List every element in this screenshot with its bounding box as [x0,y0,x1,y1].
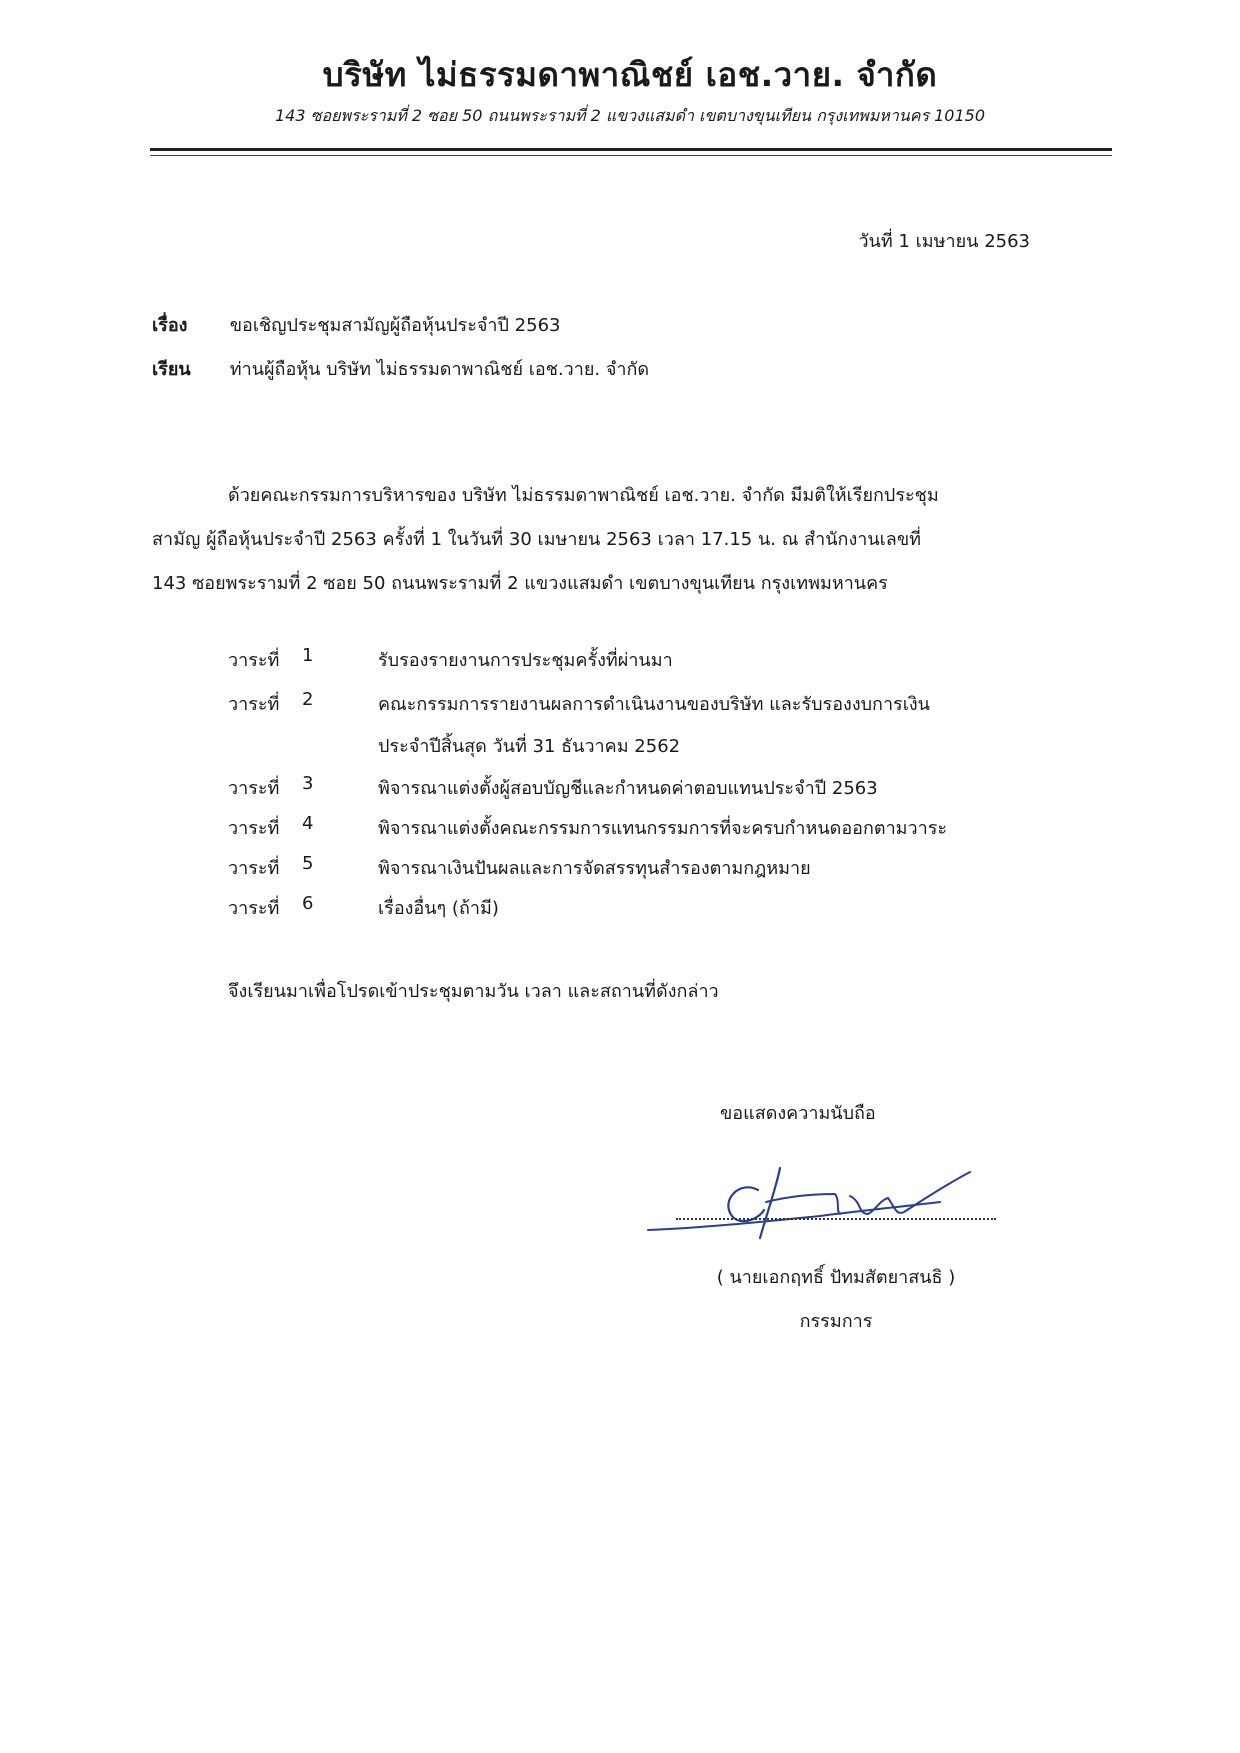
letterhead-divider-thick [150,148,1112,151]
agenda-label: วาระที่ [228,818,280,839]
signer-title: กรรมการ [799,1311,873,1332]
agenda-text: เรื่องอื่นๆ (ถ้ามี) [378,898,499,919]
body-line-3: 143 ซอยพระรามที่ 2 ซอย 50 ถนนพระรามที่ 2 แขวงแสมดำ เขตบางขุนเทียน กรุงเทพมหานคร [152,573,888,594]
agenda-number: 6 [302,893,314,914]
agenda-number: 3 [302,773,314,794]
agenda-text: คณะกรรมการรายงานผลการดำเนินงานของบริษัท และรับรองงบการเงิน [378,694,930,715]
recipient-text: ท่านผู้ถือหุ้น บริษัท ไม่ธรรมดาพาณิชย์ เอช.วาย. จำกัด [229,359,650,380]
recipient-line [152,354,649,383]
letter-date: วันที่ 1 เมษายน 2563 [858,231,1030,252]
agenda-text: พิจารณาเงินปันผลและการจัดสรรทุนสำรองตามกฎหมาย [378,858,811,879]
agenda-text: รับรองรายงานการประชุมครั้งที่ผ่านมา [378,650,673,671]
agenda-text: พิจารณาแต่งตั้งผู้สอบบัญชีและกำหนดค่าตอบแทนประจำปี 2563 [378,778,878,799]
recipient-label: เรียน [152,359,191,380]
agenda-number: 2 [302,689,314,710]
agenda-label: วาระที่ [228,650,280,671]
closing-line: จึงเรียนมาเพื่อโปรดเข้าประชุมตามวัน เวลา และสถานที่ดังกล่าว [228,981,719,1002]
regards-line: ขอแสดงความนับถือ [720,1103,876,1124]
subject-label: เรื่อง [152,315,188,336]
signer-name: ( นายเอกฤทธิ์ ปัทมสัตยาสนธิ ) [716,1267,956,1288]
agenda-number: 5 [302,853,314,874]
body-line-2: สามัญ ผู้ถือหุ้นประจำปี 2563 ครั้งที่ 1 ในวันที่ 30 เมษายน 2563 เวลา 17.15 น. ณ สำนักงานเลขที่ [152,529,921,550]
signature-dotted-line [676,1218,996,1220]
agenda-text: ประจำปีสิ้นสุด วันที่ 31 ธันวาคม 2562 [378,736,681,757]
company-name: บริษัท ไม่ธรรมดาพาณิชย์ เอช.วาย. จำกัด [322,55,938,94]
letterhead-divider-thin [150,155,1112,156]
company-address: 143 ซอยพระรามที่ 2 ซอย 50 ถนนพระรามที่ 2 แขวงแสมดำ เขตบางขุนเทียน กรุงเทพมหานคร 10150 [274,106,986,125]
agenda-label: วาระที่ [228,694,280,715]
body-line-1: ด้วยคณะกรรมการบริหารของ บริษัท ไม่ธรรมดาพาณิชย์ เอช.วาย. จำกัด มีมติให้เรียกประชุม [228,485,939,506]
subject-line [152,310,561,339]
subject-text: ขอเชิญประชุมสามัญผู้ถือหุ้นประจำปี 2563 [229,315,561,336]
agenda-label: วาระที่ [228,778,280,799]
agenda-label: วาระที่ [228,858,280,879]
agenda-number: 1 [302,645,314,666]
agenda-text: พิจารณาแต่งตั้งคณะกรรมการแทนกรรมการที่จะครบกำหนดออกตามวาระ [378,818,948,839]
agenda-label: วาระที่ [228,898,280,919]
agenda-number: 4 [302,813,314,834]
handwritten-signature [640,1150,1000,1250]
